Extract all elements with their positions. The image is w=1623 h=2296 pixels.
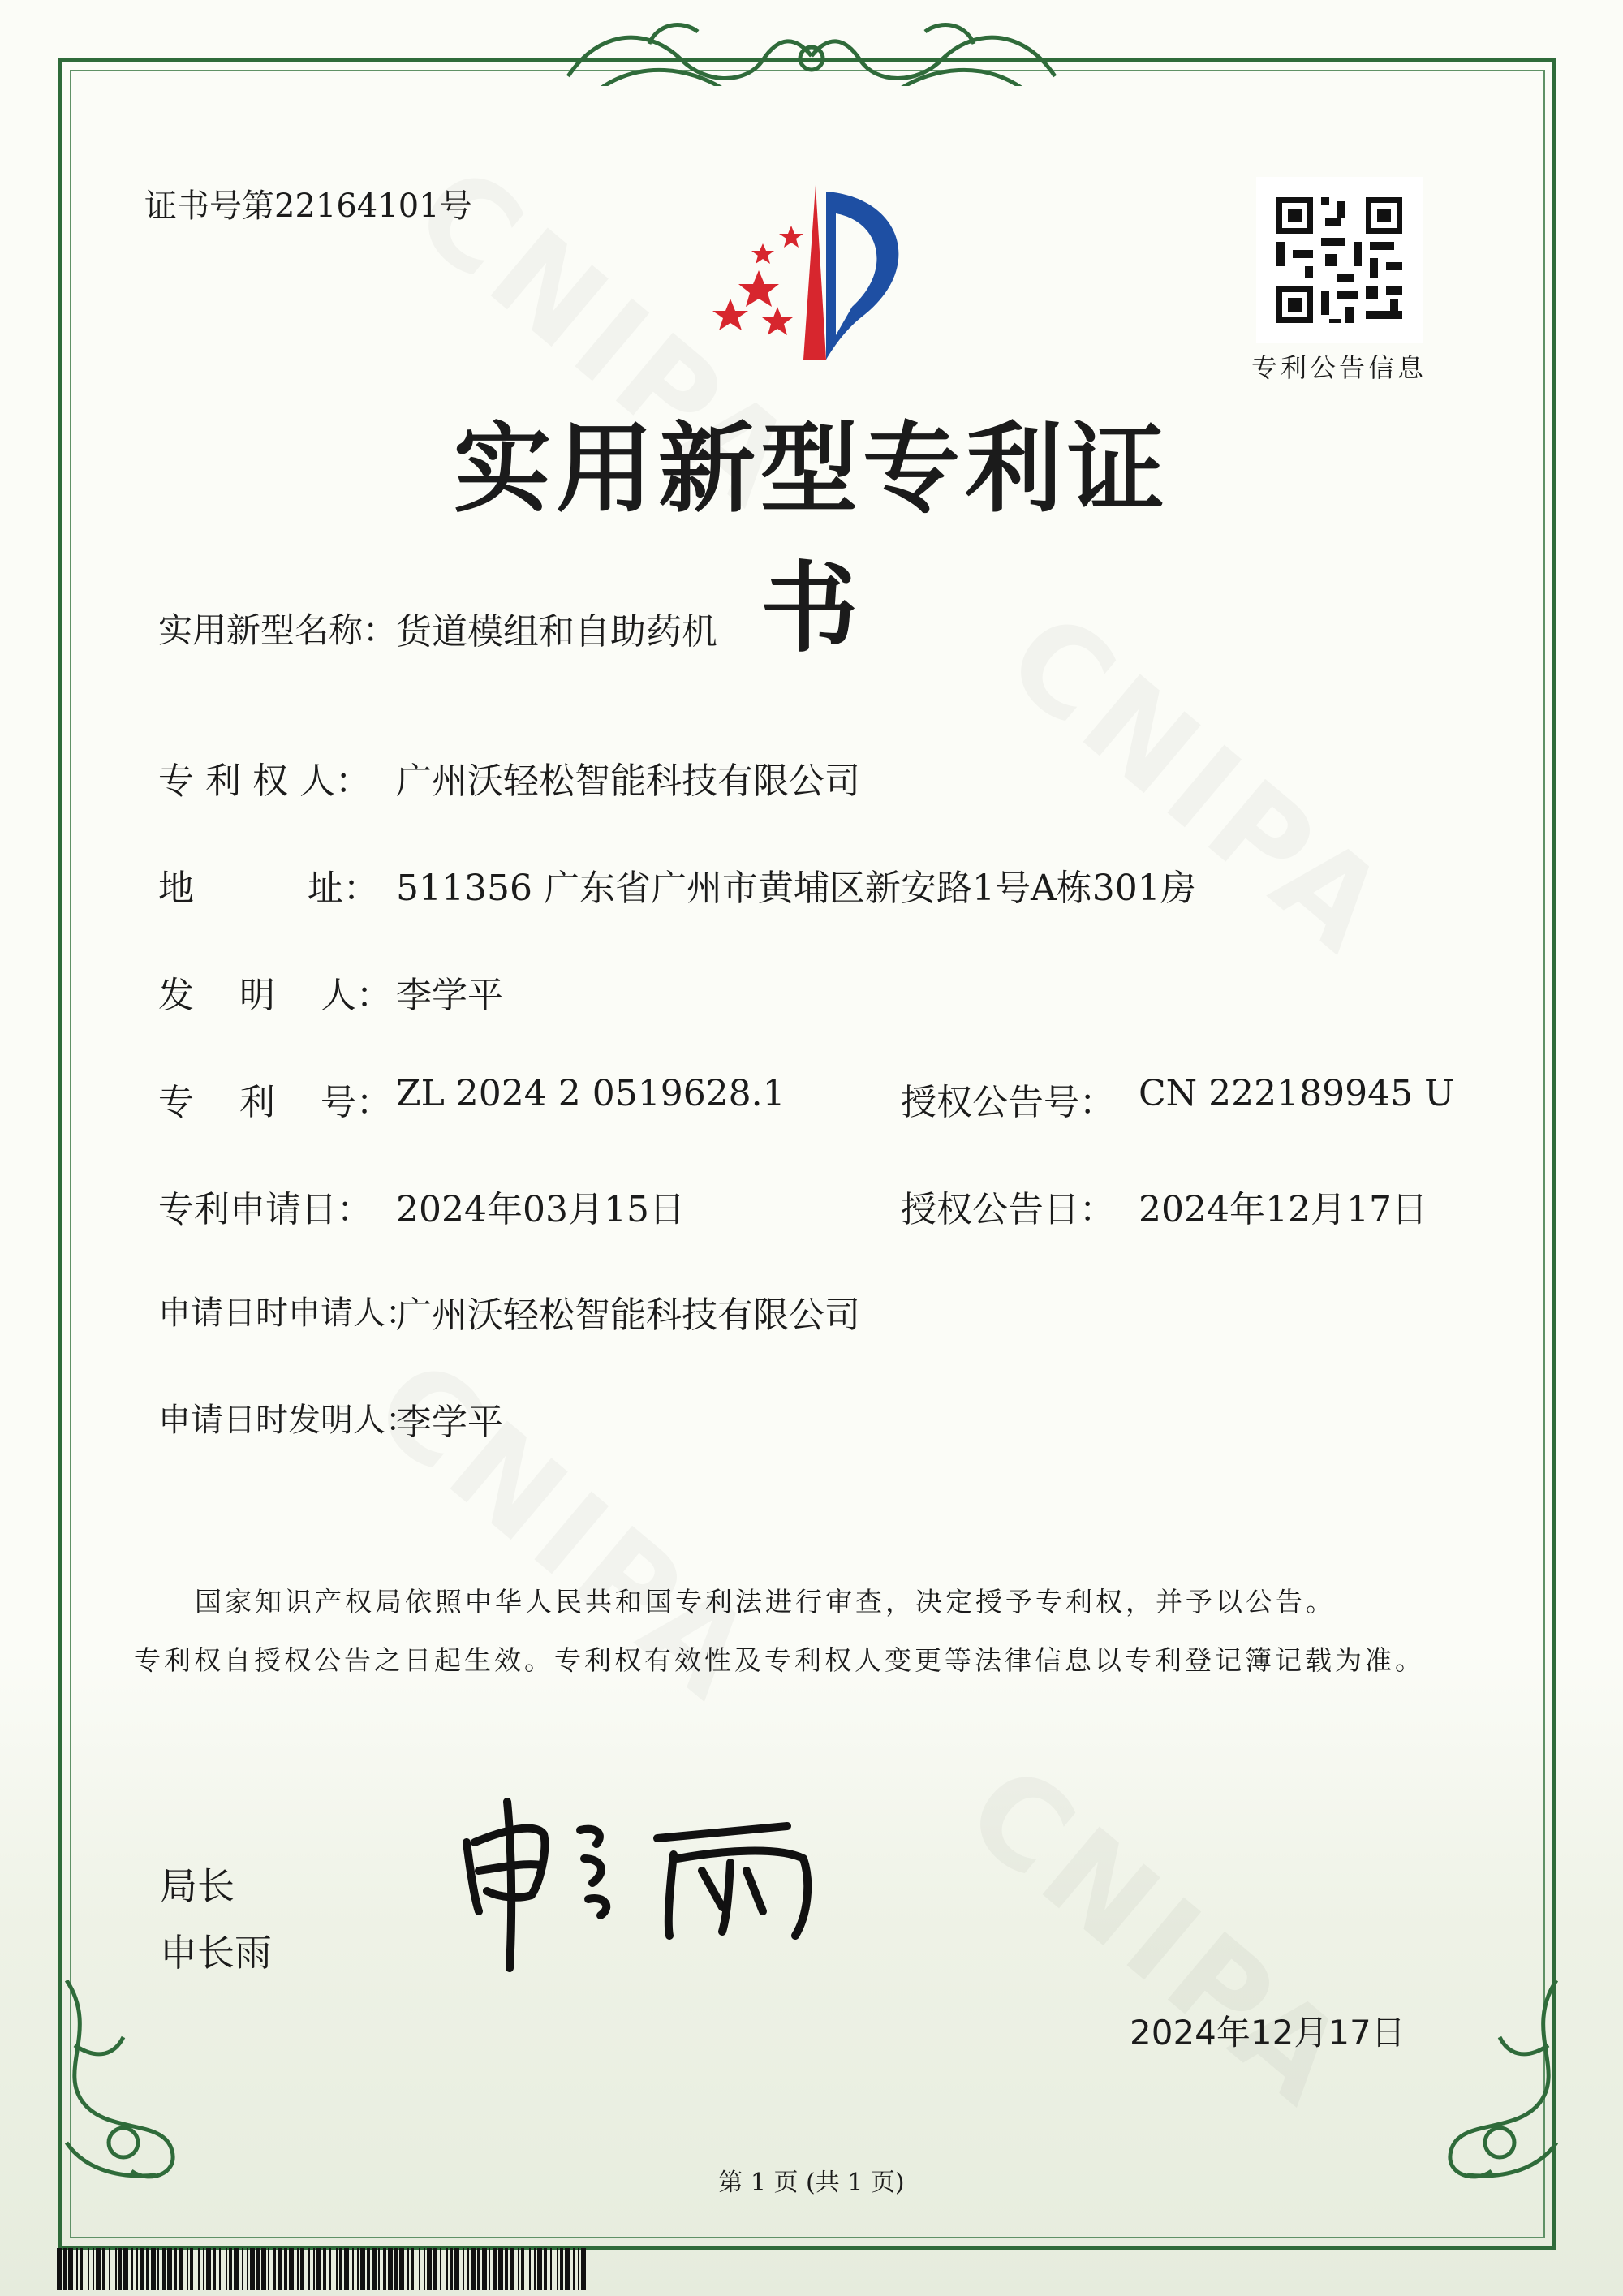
grant-publication-number-label: 授权公告号：	[901, 1082, 1115, 1123]
barcode-bar	[250, 2248, 255, 2290]
barcode-bar	[179, 2248, 183, 2290]
barcode-bar	[213, 2248, 216, 2290]
barcode-bar	[493, 2248, 497, 2290]
barcode-bar	[407, 2248, 409, 2290]
barcode-bar	[560, 2248, 563, 2290]
barcode-bar	[198, 2248, 200, 2290]
barcode-bar	[313, 2248, 315, 2290]
bottom-right-ornament-icon	[1410, 1980, 1573, 2191]
barcode-bar	[557, 2248, 558, 2290]
barcode-bar	[234, 2248, 239, 2290]
barcode-bar	[289, 2248, 294, 2290]
applicant-at-filing-label: 申请日时申请人：	[158, 1294, 418, 1332]
barcode-icon	[57, 2248, 592, 2290]
signatory-title: 局长	[160, 1864, 235, 1908]
barcode-bar	[229, 2248, 232, 2290]
signatory-name: 申长雨	[160, 1931, 272, 1975]
certificate-number: 证书号第22164101号	[144, 187, 472, 225]
barcode-bar	[80, 2248, 83, 2290]
barcode-bar	[454, 2248, 459, 2290]
declaration-line-1: 国家知识产权局依照中华人民共和国专利法进行审查，决定授予专利权，并予以公告。	[195, 1586, 1336, 1618]
barcode-bar	[284, 2248, 287, 2290]
barcode-bar	[344, 2248, 349, 2290]
barcode-bar	[206, 2248, 211, 2290]
barcode-bar	[534, 2248, 536, 2290]
barcode-bar	[383, 2248, 386, 2290]
barcode-bar	[93, 2248, 94, 2290]
barcode-bar	[256, 2248, 260, 2290]
barcode-bar	[123, 2248, 128, 2290]
barcode-bar	[498, 2248, 503, 2290]
barcode-bar	[57, 2248, 62, 2290]
cnipa-emblem-icon	[682, 177, 941, 380]
barcode-bar	[102, 2248, 105, 2290]
barcode-bar	[76, 2248, 78, 2290]
barcode-bar	[510, 2248, 514, 2290]
barcode-bar	[537, 2248, 542, 2290]
barcode-bar	[300, 2248, 304, 2290]
barcode-bar	[433, 2248, 437, 2290]
patent-number-label: 专 利 号：	[158, 1082, 392, 1123]
patentee-value: 广州沃轻松智能科技有限公司	[396, 760, 860, 802]
page-number: 第 1 页 (共 1 页)	[718, 2169, 905, 2197]
barcode-bar	[419, 2248, 420, 2290]
barcode-bar	[308, 2248, 310, 2290]
inventor-at-filing-label: 申请日时发明人：	[158, 1402, 418, 1439]
barcode-bar	[544, 2248, 547, 2290]
barcode-bar	[174, 2248, 177, 2290]
qr-caption: 专利公告信息	[1251, 352, 1427, 383]
barcode-bar	[329, 2248, 331, 2290]
barcode-bar	[190, 2248, 193, 2290]
barcode-bar	[219, 2248, 221, 2290]
grant-publication-date-value: 2024年12月17日	[1139, 1189, 1427, 1230]
barcode-bar	[131, 2248, 133, 2290]
barcode-bar	[446, 2248, 448, 2290]
grant-publication-date-label: 授权公告日：	[901, 1189, 1115, 1230]
barcode-bar	[162, 2248, 166, 2290]
barcode-bar	[411, 2248, 414, 2290]
barcode-bar	[203, 2248, 204, 2290]
barcode-bar	[477, 2248, 480, 2290]
barcode-bar	[336, 2248, 338, 2290]
barcode-bar	[115, 2248, 117, 2290]
address-label: 地 址：	[158, 868, 379, 909]
barcode-bar	[96, 2248, 101, 2290]
barcode-bar	[109, 2248, 110, 2290]
barcode-bar	[394, 2248, 398, 2290]
barcode-bar	[467, 2248, 469, 2290]
barcode-bar	[440, 2248, 441, 2290]
qr-code-icon[interactable]	[1256, 177, 1423, 343]
barcode-bar	[367, 2248, 370, 2290]
barcode-bar	[278, 2248, 282, 2290]
barcode-bar	[424, 2248, 425, 2290]
barcode-bar	[388, 2248, 393, 2290]
barcode-bar	[550, 2248, 552, 2290]
applicant-at-filing-value: 广州沃轻松智能科技有限公司	[396, 1294, 860, 1336]
barcode-bar	[157, 2248, 159, 2290]
barcode-bar	[578, 2248, 579, 2290]
barcode-bar	[505, 2248, 508, 2290]
barcode-bar	[529, 2248, 531, 2290]
barcode-bar	[63, 2248, 67, 2290]
barcode-bar	[167, 2248, 172, 2290]
barcode-bar	[273, 2248, 276, 2290]
inventor-at-filing-value: 李学平	[396, 1402, 503, 1443]
patentee-label: 专 利 权 人：	[158, 760, 371, 802]
barcode-bar	[427, 2248, 432, 2290]
bottom-left-ornament-icon	[50, 1980, 213, 2191]
barcode-bar	[146, 2248, 149, 2290]
barcode-bar	[242, 2248, 243, 2290]
barcode-bar	[399, 2248, 404, 2290]
barcode-bar	[339, 2248, 342, 2290]
barcode-bar	[357, 2248, 359, 2290]
barcode-bar	[323, 2248, 326, 2290]
model-name-label: 实用新型名称：	[158, 610, 398, 650]
barcode-bar	[151, 2248, 156, 2290]
patent-number-value: ZL 2024 2 0519628.1	[396, 1073, 786, 1114]
barcode-bar	[573, 2248, 575, 2290]
handwritten-signature	[454, 1794, 836, 1980]
barcode-bar	[482, 2248, 487, 2290]
inventor-label: 发 明 人：	[158, 975, 392, 1016]
barcode-bar	[68, 2248, 73, 2290]
barcode-bar	[118, 2248, 122, 2290]
grant-publication-number-value: CN 222189945 U	[1139, 1073, 1455, 1114]
filing-date-label: 专利申请日：	[158, 1189, 372, 1230]
barcode-bar	[187, 2248, 188, 2290]
barcode-bar	[463, 2248, 464, 2290]
model-name-value: 货道模组和自助药机	[396, 611, 717, 653]
barcode-bar	[140, 2248, 144, 2290]
filing-date-value: 2024年03月15日	[396, 1189, 685, 1230]
top-ornament-icon	[552, 11, 1071, 101]
address-value: 511356 广东省广州市黄埔区新安路1号A栋301房	[396, 868, 1196, 909]
barcode-bar	[261, 2248, 266, 2290]
barcode-bar	[581, 2248, 586, 2290]
barcode-bar	[268, 2248, 269, 2290]
barcode-bar	[565, 2248, 570, 2290]
barcode-bar	[489, 2248, 490, 2290]
certificate-title: 实用新型专利证书	[454, 413, 1169, 666]
barcode-bar	[378, 2248, 380, 2290]
barcode-bar	[518, 2248, 519, 2290]
barcode-bar	[226, 2248, 227, 2290]
barcode-bar	[297, 2248, 299, 2290]
barcode-bar	[450, 2248, 453, 2290]
barcode-bar	[352, 2248, 354, 2290]
declaration-line-2: 专利权自授权公告之日起生效。专利权有效性及专利权人变更等法律信息以专利登记簿记载为准。	[134, 1644, 1425, 1676]
barcode-bar	[372, 2248, 377, 2290]
barcode-bar	[316, 2248, 321, 2290]
barcode-bar	[88, 2248, 89, 2290]
barcode-bar	[471, 2248, 476, 2290]
barcode-bar	[521, 2248, 524, 2290]
issue-date: 2024年12月17日	[1130, 2013, 1406, 2053]
barcode-bar	[247, 2248, 248, 2290]
barcode-bar	[136, 2248, 138, 2290]
inventor-value: 李学平	[396, 975, 503, 1016]
barcode-bar	[360, 2248, 365, 2290]
